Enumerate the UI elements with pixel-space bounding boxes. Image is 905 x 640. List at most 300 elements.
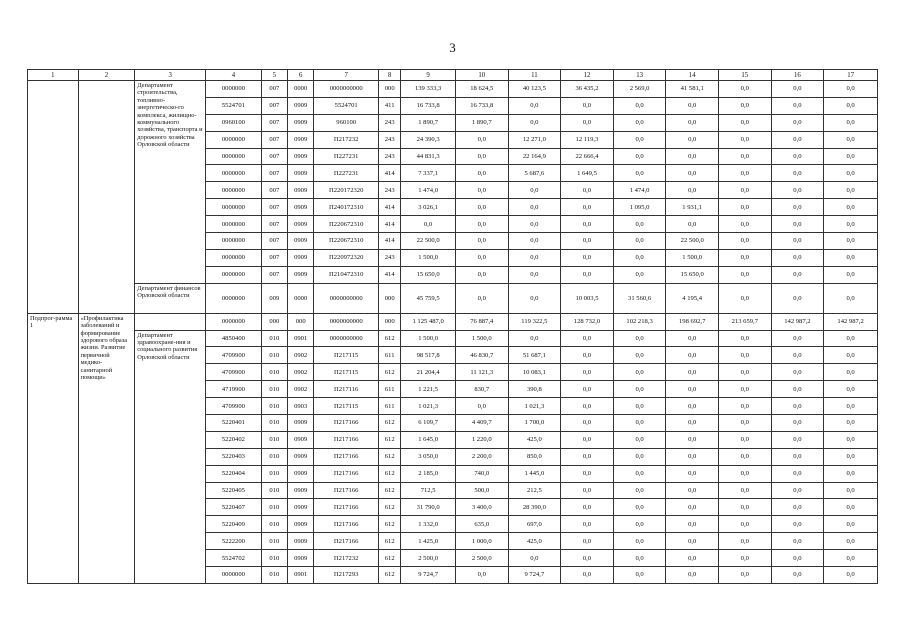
table-cell: 0,0	[666, 465, 719, 482]
table-cell: 0000	[288, 283, 314, 313]
table-cell: 007	[261, 233, 287, 250]
table-cell: 4709900	[206, 364, 262, 381]
table-cell: 0,0	[561, 330, 614, 347]
table-cell: 0,0	[508, 330, 561, 347]
table-cell: 0,0	[508, 216, 561, 233]
table-row	[28, 330, 878, 347]
header-cell: 14	[666, 70, 719, 81]
table-cell: 0,0	[771, 550, 824, 567]
table-cell: 6 109,7	[401, 415, 456, 432]
table-cell: 712,5	[401, 482, 456, 499]
table-cell: 0901	[288, 330, 314, 347]
table-cell: П217166	[314, 516, 379, 533]
table-cell: 5220403	[206, 448, 262, 465]
table-cell: 0,0	[771, 364, 824, 381]
table-cell: 0,0	[719, 199, 772, 216]
table-cell: 0909	[288, 199, 314, 216]
table-cell: 0,0	[508, 182, 561, 199]
table-cell: 0,0	[561, 448, 614, 465]
table-cell: 7 337,1	[401, 165, 456, 182]
table-cell: 0,0	[771, 533, 824, 550]
table-cell: 0,0	[771, 398, 824, 415]
table-cell: 0,0	[719, 533, 772, 550]
table-cell: 0,0	[561, 567, 614, 584]
table-cell: 0,0	[561, 381, 614, 398]
table-cell: 0,0	[455, 131, 508, 148]
table-cell: 0,0	[824, 199, 878, 216]
header-cell: 12	[561, 70, 614, 81]
table-cell: 0,0	[561, 182, 614, 199]
table-cell: 007	[261, 114, 287, 131]
table-cell: 0909	[288, 499, 314, 516]
table-cell: 0000000	[206, 249, 262, 266]
table-cell: 0,0	[824, 97, 878, 114]
table-cell: 0000000000	[314, 283, 379, 313]
table-cell: 0960100	[206, 114, 262, 131]
table-cell: 0,0	[771, 249, 824, 266]
table-cell: 46 830,7	[455, 347, 508, 364]
header-cell: 16	[771, 70, 824, 81]
table-cell: 0,0	[613, 249, 666, 266]
table-cell: 009	[261, 283, 287, 313]
table-cell: 0,0	[561, 499, 614, 516]
table-cell: 0,0	[561, 114, 614, 131]
table-cell: 0,0	[824, 347, 878, 364]
table-cell: 414	[379, 199, 401, 216]
table-cell: 414	[379, 266, 401, 283]
table-cell: П227231	[314, 148, 379, 165]
table-cell: 10 083,1	[508, 364, 561, 381]
table-cell: 0,0	[561, 482, 614, 499]
table-cell: 0909	[288, 533, 314, 550]
table-cell: 119 322,5	[508, 313, 561, 330]
table-cell: 0909	[288, 182, 314, 199]
table-cell: 611	[379, 347, 401, 364]
table-cell: 007	[261, 97, 287, 114]
table-cell: 0,0	[561, 516, 614, 533]
table-cell: П217115	[314, 347, 379, 364]
table-cell: 0,0	[824, 415, 878, 432]
table-cell: 12 119,3	[561, 131, 614, 148]
table-cell: 3 026,1	[401, 199, 456, 216]
table-cell: 1 649,5	[561, 165, 614, 182]
table-cell: 0,0	[771, 266, 824, 283]
table-cell: 0000000	[206, 131, 262, 148]
table-cell: 5220405	[206, 482, 262, 499]
table-cell: 28 390,0	[508, 499, 561, 516]
table-cell: 243	[379, 148, 401, 165]
table-cell: 0,0	[666, 431, 719, 448]
table-cell: 0,0	[771, 216, 824, 233]
table-cell: 18 624,5	[455, 81, 508, 98]
table-cell: 1 000,0	[455, 533, 508, 550]
table-cell: 0,0	[666, 516, 719, 533]
table-cell: 0,0	[455, 567, 508, 584]
table-cell: 000	[379, 313, 401, 330]
table-cell: 0,0	[719, 216, 772, 233]
table-cell: 9 724,7	[508, 567, 561, 584]
table-cell: 0,0	[508, 266, 561, 283]
table-cell: 612	[379, 533, 401, 550]
table-cell: П227231	[314, 165, 379, 182]
table-cell: 010	[261, 448, 287, 465]
table-cell: 51 687,1	[508, 347, 561, 364]
table-cell: 0,0	[455, 148, 508, 165]
header-cell: 13	[613, 70, 666, 81]
table-cell: 2 500,0	[401, 550, 456, 567]
page-number: 3	[449, 40, 456, 55]
table-cell: 0,0	[613, 465, 666, 482]
table-cell: 0902	[288, 364, 314, 381]
table-cell: 0000000	[206, 567, 262, 584]
table-cell: 0,0	[613, 431, 666, 448]
table-cell: 45 759,5	[401, 283, 456, 313]
table-cell: 0,0	[719, 81, 772, 98]
header-cell: 8	[379, 70, 401, 81]
table-cell: 0,0	[666, 567, 719, 584]
table-cell: 0,0	[719, 448, 772, 465]
header-row	[28, 70, 878, 81]
table-cell: 612	[379, 567, 401, 584]
table-cell: 0000000	[206, 199, 262, 216]
table-cell: 0909	[288, 266, 314, 283]
program-title-cell	[78, 81, 135, 314]
table-cell: 0,0	[613, 114, 666, 131]
table-cell: 5220402	[206, 431, 262, 448]
table-cell: 0,0	[824, 249, 878, 266]
table-cell: 0,0	[455, 398, 508, 415]
table-cell: 4709900	[206, 347, 262, 364]
table-cell: 12 271,0	[508, 131, 561, 148]
table-cell: 010	[261, 567, 287, 584]
table-cell: 0,0	[613, 482, 666, 499]
table-cell: 9 724,7	[401, 567, 456, 584]
table-cell: 142 987,2	[771, 313, 824, 330]
table-cell: 0,0	[508, 97, 561, 114]
table-cell: 0,0	[613, 347, 666, 364]
table-cell: 0000000000	[314, 330, 379, 347]
table-cell: 15 650,0	[401, 266, 456, 283]
table-cell: 0,0	[613, 499, 666, 516]
table-cell: 611	[379, 398, 401, 415]
table-cell: 414	[379, 165, 401, 182]
table-cell: 0000000	[206, 283, 262, 313]
table-cell: 0,0	[508, 550, 561, 567]
table-cell: 22 666,4	[561, 148, 614, 165]
table-cell: 0,0	[719, 330, 772, 347]
table-cell: 1 700,0	[508, 415, 561, 432]
table-cell: 010	[261, 533, 287, 550]
table-cell: 0,0	[666, 347, 719, 364]
table-cell: 0,0	[666, 448, 719, 465]
table-cell: 0,0	[719, 249, 772, 266]
table-cell: 1 125 487,0	[401, 313, 456, 330]
table-cell: 960100	[314, 114, 379, 131]
empty-cell	[135, 313, 206, 330]
header-cell: 6	[288, 70, 314, 81]
table-cell: 0,0	[771, 199, 824, 216]
table-cell: 22 500,0	[401, 233, 456, 250]
table-cell: 0,0	[771, 415, 824, 432]
table-cell: 0,0	[719, 233, 772, 250]
table-cell: 4 409,7	[455, 415, 508, 432]
table-cell: 139 333,3	[401, 81, 456, 98]
table-cell: 0,0	[824, 398, 878, 415]
table-cell: 612	[379, 330, 401, 347]
table-cell: 0,0	[561, 415, 614, 432]
table-cell: 0909	[288, 516, 314, 533]
table-cell: 1 332,0	[401, 516, 456, 533]
table-cell: 0,0	[613, 364, 666, 381]
table-cell: 010	[261, 364, 287, 381]
table-cell: 0,0	[719, 347, 772, 364]
table-cell: 000	[288, 313, 314, 330]
table-cell: 697,0	[508, 516, 561, 533]
table-cell: 1 931,1	[666, 199, 719, 216]
table-cell: 0,0	[824, 165, 878, 182]
table-cell: 0,0	[561, 266, 614, 283]
table-cell: 0000000	[206, 81, 262, 98]
table-cell: 500,0	[455, 482, 508, 499]
table-cell: 0,0	[824, 499, 878, 516]
table-cell: 0000000	[206, 216, 262, 233]
table-cell: 0,0	[613, 415, 666, 432]
table-cell: 0,0	[719, 165, 772, 182]
table-cell: 0,0	[561, 199, 614, 216]
table-cell: П210472310	[314, 266, 379, 283]
table-cell: 0,0	[666, 148, 719, 165]
table-cell: 0,0	[401, 216, 456, 233]
table-cell: 5524701	[314, 97, 379, 114]
table-cell: 0,0	[824, 131, 878, 148]
table-cell: 5220409	[206, 516, 262, 533]
table-cell: 3 400,0	[455, 499, 508, 516]
table-cell: 0000000000	[314, 313, 379, 330]
table-cell: П217166	[314, 415, 379, 432]
table-cell: 612	[379, 465, 401, 482]
table-cell: 0,0	[719, 381, 772, 398]
table-cell: 740,0	[455, 465, 508, 482]
table-cell: 1 500,0	[401, 249, 456, 266]
table-cell: 0,0	[771, 465, 824, 482]
table-cell: 611	[379, 381, 401, 398]
table-cell: 0,0	[561, 465, 614, 482]
table-cell: 243	[379, 182, 401, 199]
header-cell: 11	[508, 70, 561, 81]
table-cell: 0909	[288, 114, 314, 131]
table-cell: 0,0	[613, 533, 666, 550]
table-cell: 243	[379, 131, 401, 148]
table-cell: 0,0	[719, 266, 772, 283]
table-cell: 0,0	[719, 148, 772, 165]
table-cell: 010	[261, 415, 287, 432]
table-cell: 010	[261, 398, 287, 415]
department-name: Департамент финансов Орловской области	[135, 283, 206, 313]
table-cell: 0,0	[613, 97, 666, 114]
header-cell: 5	[261, 70, 287, 81]
table-cell: 0000000000	[314, 81, 379, 98]
table-cell: 5 687,6	[508, 165, 561, 182]
table-cell: 0000	[288, 81, 314, 98]
table-cell: 830,7	[455, 381, 508, 398]
table-cell: П217232	[314, 550, 379, 567]
table-cell: П217166	[314, 448, 379, 465]
table-cell: 0,0	[719, 97, 772, 114]
table-cell: 414	[379, 233, 401, 250]
table-cell: 213 659,7	[719, 313, 772, 330]
table-cell: 0000000	[206, 165, 262, 182]
table-cell: 16 733,8	[455, 97, 508, 114]
table-cell: 0,0	[666, 97, 719, 114]
table-cell: П217116	[314, 381, 379, 398]
header-cell: 1	[28, 70, 79, 81]
subprogram-title: «Профилактика заболеваний и формирование здорового образа жизни. Развитие первичной медико-санитарной помощи»	[78, 313, 135, 583]
table-cell: 0,0	[824, 233, 878, 250]
table-cell: 010	[261, 330, 287, 347]
table-cell: 4 195,4	[666, 283, 719, 313]
table-cell: 007	[261, 81, 287, 98]
table-cell: 22 500,0	[666, 233, 719, 250]
table-cell: 40 123,5	[508, 81, 561, 98]
table-cell: 612	[379, 364, 401, 381]
table-cell: 0909	[288, 448, 314, 465]
table-cell: 0,0	[824, 81, 878, 98]
table-cell: 007	[261, 131, 287, 148]
header-cell: 4	[206, 70, 262, 81]
table-cell: 0,0	[613, 148, 666, 165]
table-cell: 142 987,2	[824, 313, 878, 330]
table-cell: 612	[379, 431, 401, 448]
table-cell: П217232	[314, 131, 379, 148]
table-cell: 0,0	[771, 330, 824, 347]
table-cell: 4709900	[206, 398, 262, 415]
table-cell: 5524702	[206, 550, 262, 567]
table-cell: 010	[261, 347, 287, 364]
table-cell: 212,5	[508, 482, 561, 499]
table-cell: 0,0	[561, 533, 614, 550]
table-cell: 000	[379, 81, 401, 98]
table-cell: 0,0	[771, 567, 824, 584]
table-cell: 010	[261, 482, 287, 499]
table-cell: 0,0	[771, 381, 824, 398]
table-cell: 0,0	[719, 415, 772, 432]
table-cell: 2 500,0	[455, 550, 508, 567]
table-cell: 612	[379, 482, 401, 499]
table-cell: 3 050,0	[401, 448, 456, 465]
table-cell: 0,0	[561, 216, 614, 233]
table-cell: 0,0	[455, 249, 508, 266]
table-cell: 000	[379, 283, 401, 313]
table-cell: 0,0	[561, 398, 614, 415]
table-cell: 0,0	[824, 148, 878, 165]
table-cell: 2 200,0	[455, 448, 508, 465]
table-cell: 0902	[288, 381, 314, 398]
table-cell: 102 218,3	[613, 313, 666, 330]
header-cell: 10	[455, 70, 508, 81]
table-cell: 0903	[288, 398, 314, 415]
table-cell: 1 445,0	[508, 465, 561, 482]
table-cell: 1 890,7	[401, 114, 456, 131]
table-cell: 0,0	[771, 114, 824, 131]
table-cell: 1 095,0	[613, 199, 666, 216]
subprogram-total-row	[28, 313, 878, 330]
table-cell: 0,0	[455, 233, 508, 250]
table-cell: П220972320	[314, 249, 379, 266]
table-cell: 1 500,0	[666, 249, 719, 266]
table-cell: 0,0	[613, 131, 666, 148]
table-cell: 0,0	[561, 249, 614, 266]
table-cell: 21 204,4	[401, 364, 456, 381]
table-cell: 0,0	[824, 448, 878, 465]
table-cell: 98 517,8	[401, 347, 456, 364]
table-cell: 10 003,5	[561, 283, 614, 313]
table-cell: 0909	[288, 550, 314, 567]
table-cell: 0,0	[666, 381, 719, 398]
table-cell: 0,0	[561, 431, 614, 448]
table-cell: 0,0	[613, 550, 666, 567]
table-cell: 007	[261, 182, 287, 199]
table-cell: П217166	[314, 431, 379, 448]
table-cell: 007	[261, 266, 287, 283]
table-cell: 007	[261, 216, 287, 233]
table-cell: 612	[379, 550, 401, 567]
table-cell: 0,0	[771, 182, 824, 199]
table-cell: П217166	[314, 482, 379, 499]
table-cell: 1 425,0	[401, 533, 456, 550]
table-cell: 11 121,3	[455, 364, 508, 381]
table-cell: 5524701	[206, 97, 262, 114]
table-cell: 0,0	[771, 233, 824, 250]
table-cell: 0,0	[613, 516, 666, 533]
table-cell: 1 500,0	[455, 330, 508, 347]
table-cell: 0,0	[719, 283, 772, 313]
table-cell: 0,0	[666, 398, 719, 415]
table-cell: П220172320	[314, 182, 379, 199]
table-row	[28, 81, 878, 98]
table-cell: 0,0	[824, 533, 878, 550]
table-cell: 0,0	[455, 199, 508, 216]
table-cell: 0,0	[666, 182, 719, 199]
table-cell: 76 887,4	[455, 313, 508, 330]
table-cell: 850,0	[508, 448, 561, 465]
table-cell: 0,0	[561, 364, 614, 381]
table-cell: 0,0	[613, 330, 666, 347]
table-cell: 0,0	[666, 165, 719, 182]
table-cell: 0909	[288, 415, 314, 432]
table-cell: 612	[379, 448, 401, 465]
table-cell: 612	[379, 499, 401, 516]
table-cell: 0000000	[206, 313, 262, 330]
table-cell: 0,0	[613, 266, 666, 283]
table-cell: 0,0	[824, 381, 878, 398]
table-cell: 0,0	[666, 114, 719, 131]
table-cell: 0,0	[771, 347, 824, 364]
table-cell: 0,0	[771, 97, 824, 114]
table-cell: 0909	[288, 482, 314, 499]
table-cell: 0,0	[771, 448, 824, 465]
table-cell: 0,0	[719, 364, 772, 381]
table-cell: 0,0	[771, 81, 824, 98]
table-cell: 635,0	[455, 516, 508, 533]
table-cell: 1 221,5	[401, 381, 456, 398]
table-cell: 0909	[288, 97, 314, 114]
table-cell: 5220404	[206, 465, 262, 482]
table-cell: 16 733,8	[401, 97, 456, 114]
table-cell: 5220401	[206, 415, 262, 432]
table-cell: 007	[261, 148, 287, 165]
table-cell: 0,0	[719, 499, 772, 516]
table-cell: 0902	[288, 347, 314, 364]
